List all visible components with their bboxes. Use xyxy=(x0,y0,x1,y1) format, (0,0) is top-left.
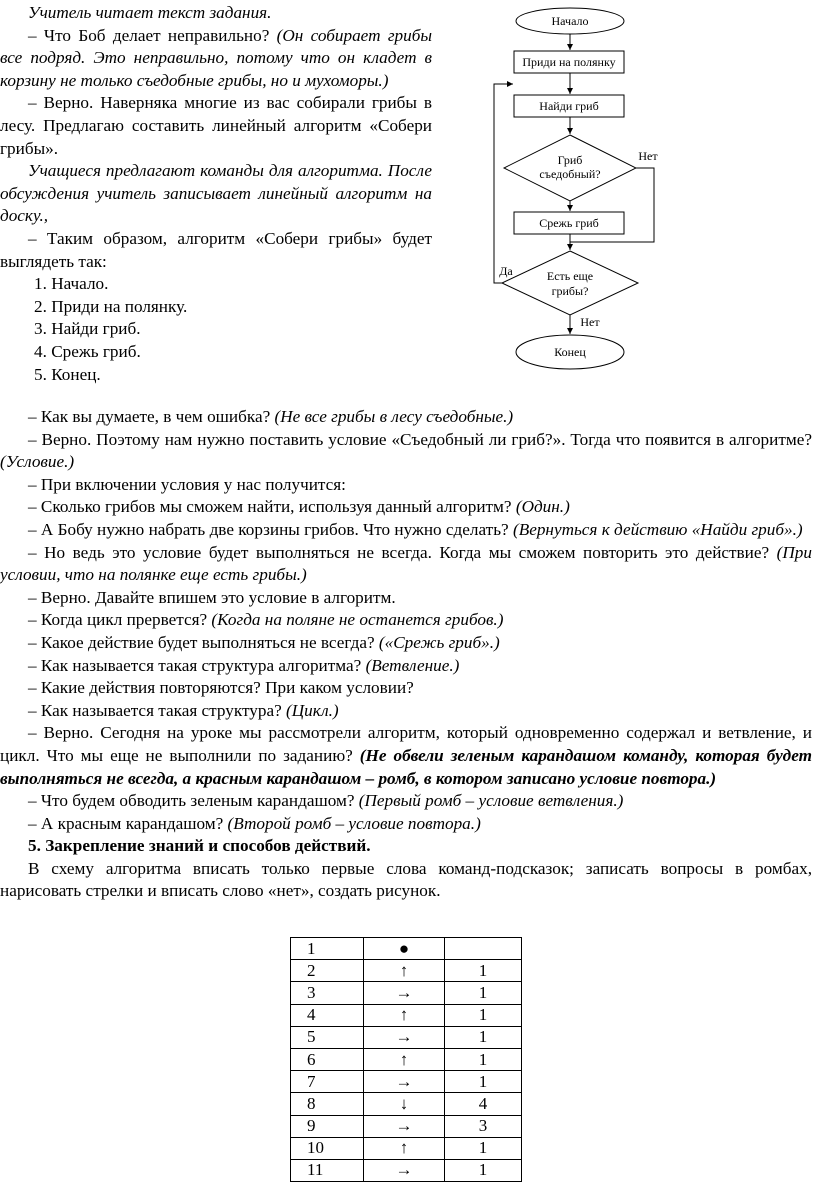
decision-more-label: Есть еще xyxy=(546,269,594,283)
end-label: Конец xyxy=(554,345,586,359)
arrive-label: Приди на полянку xyxy=(522,55,616,69)
dialog-answer: (Цикл.) xyxy=(286,700,339,720)
table-row xyxy=(291,1137,522,1159)
dialog-answer: (Один.) xyxy=(515,497,570,517)
dialog-question: – Как вы думаете, в чем ошибка? xyxy=(28,407,275,426)
dialog-question: – При включении условия у нас получится: xyxy=(28,474,346,494)
dialog-line xyxy=(0,587,812,610)
flowchart xyxy=(486,4,676,376)
dialog-answer: («Срежь гриб».) xyxy=(378,632,500,652)
dialog-line xyxy=(0,429,812,474)
row-number-cell: 1 xyxy=(291,938,364,960)
dialog-line xyxy=(0,406,812,429)
row-number-cell: 7 xyxy=(291,1071,364,1093)
direction-cell: → xyxy=(364,1115,445,1137)
dialog-answer: (Не все грибы в лесу съедобные.) xyxy=(274,407,514,426)
summary-answer: (Не обвели зеленым карандашом команду, которая будет выполняться не всегда, а красным карандашом – ромб, в котором записано условие повтора.) xyxy=(0,745,812,788)
dialog-question: – А Бобу нужно набрать две корзины грибов. Что нужно сделать? xyxy=(28,519,513,539)
dialog-answer: (Второй ромб – условие повтора.) xyxy=(227,813,481,833)
step-count-cell: 1 xyxy=(445,960,522,982)
step-item: 1. Начало. xyxy=(34,274,109,294)
step-item: 4. Срежь гриб. xyxy=(34,341,141,361)
direction-cell: ● xyxy=(364,938,445,960)
decision-more-label: грибы? xyxy=(551,284,589,298)
dialog-question: – Какие действия повторяются? При каком условии? xyxy=(28,678,414,698)
dialog-line xyxy=(0,609,812,632)
task-paragraph: В схему алгоритма вписать только первые слова команд-подсказок; записать вопросы в ромбах, нарисовать стрелки и вписать слово «нет», создать рисунок. xyxy=(0,858,812,901)
row-number-cell: 4 xyxy=(291,1004,364,1026)
row-number-cell: 6 xyxy=(291,1048,364,1070)
cut-label: Срежь гриб xyxy=(539,216,599,230)
dialog-question: – Верно. Давайте впишем это условие в алгоритм. xyxy=(28,587,396,607)
dialog-question: – Когда цикл прервется? xyxy=(28,610,212,630)
dialog-section xyxy=(0,406,812,903)
intro-column xyxy=(0,0,432,386)
students-note: Учащиеся предлагают команды для алгоритма. После обсуждения учитель записывает линейный алгоритм на доску., xyxy=(0,161,432,226)
step-item: 2. Приди на полянку. xyxy=(34,296,188,316)
dialog-question: – Но ведь это условие будет выполняться не всегда. Когда мы сможем повторить это действие? xyxy=(28,542,777,562)
dialog-question: – Верно. Поэтому нам нужно поставить условие «Съедобный ли гриб?». Тогда что появится в алгоритме? xyxy=(28,429,812,449)
question-paragraph xyxy=(0,25,432,93)
dialog-answer: (Первый ромб – условие ветвления.) xyxy=(358,791,624,811)
table-row xyxy=(291,1048,522,1070)
no-label: Нет xyxy=(638,149,658,163)
row-number-cell: 9 xyxy=(291,1115,364,1137)
dialog-line xyxy=(0,496,812,519)
teacher-note: Учитель читает текст задания. xyxy=(28,3,272,22)
question-text: – Что Боб делает неправильно? xyxy=(28,25,277,45)
step-item: 3. Найди гриб. xyxy=(34,319,141,339)
row-number-cell: 8 xyxy=(291,1093,364,1115)
row-number-cell: 10 xyxy=(291,1137,364,1159)
proposal-paragraph: – Верно. Наверняка многие из вас собирали грибы в лесу. Предлагаю составить линейный алгоритм «Собери грибы». xyxy=(0,93,432,158)
table-row xyxy=(291,1115,522,1137)
step-count-cell: 1 xyxy=(445,1159,522,1181)
dialog-answer: (Ветвление.) xyxy=(365,655,460,675)
row-number-cell: 3 xyxy=(291,982,364,1004)
step-count-cell: 1 xyxy=(445,1137,522,1159)
dialog-answer: (Вернуться к действию «Найди гриб».) xyxy=(512,519,803,539)
dialog-answer: (Когда на поляне не останется грибов.) xyxy=(211,610,504,630)
step-count-cell: 3 xyxy=(445,1115,522,1137)
table-row xyxy=(291,982,522,1004)
direction-cell: → xyxy=(364,1026,445,1048)
decision-edible-label: Гриб xyxy=(557,153,583,167)
dialog-line xyxy=(0,542,812,587)
start-label: Начало xyxy=(551,14,589,28)
answer-text: (Он собирает грибы все подряд. Это неправильно, потому что он кладет в корзину не только съедобные грибы, но и мухоморы.) xyxy=(0,25,432,90)
decision-edible-label: съедобный? xyxy=(539,167,601,181)
direction-cell: → xyxy=(364,982,445,1004)
row-number-cell: 2 xyxy=(291,960,364,982)
direction-cell: ↑ xyxy=(364,1004,445,1026)
dialog-line xyxy=(0,655,812,678)
table-row xyxy=(291,1159,522,1181)
row-number-cell: 11 xyxy=(291,1159,364,1181)
dialog-question: – Что будем обводить зеленым карандашом? xyxy=(28,791,359,811)
table-row xyxy=(291,1093,522,1115)
step-count-cell: 1 xyxy=(445,1048,522,1070)
direction-cell: ↓ xyxy=(364,1093,445,1115)
find-label: Найди гриб xyxy=(539,99,599,113)
no-label: Нет xyxy=(580,315,600,329)
direction-cell: ↑ xyxy=(364,1137,445,1159)
section-heading: 5. Закрепление знаний и способов действий. xyxy=(28,836,371,856)
summary-paragraph xyxy=(0,722,812,790)
loop-back-line xyxy=(494,84,513,283)
decision-more xyxy=(502,251,638,315)
dialog-question: – Какое действие будет выполняться не всегда? xyxy=(28,632,379,652)
direction-cell: ↑ xyxy=(364,960,445,982)
dialog-line xyxy=(0,677,812,700)
table-row xyxy=(291,960,522,982)
dialog-line xyxy=(0,474,812,497)
yes-label: Да xyxy=(499,264,513,278)
dialog-line xyxy=(0,519,812,542)
summary-question: – Верно. Сегодня на уроке мы рассмотрели алгоритм, который одновременно содержал и ветвление, и цикл. Что мы еще не выполнили по заданию? xyxy=(0,723,812,765)
dialog-answer: (При условии, что на полянке еще есть грибы.) xyxy=(0,542,812,585)
algorithm-steps xyxy=(0,273,432,386)
step-count-cell xyxy=(445,938,522,960)
table-row xyxy=(291,1004,522,1026)
step-count-cell: 1 xyxy=(445,1071,522,1093)
step-count-cell: 1 xyxy=(445,1004,522,1026)
algorithm-intro: – Таким образом, алгоритм «Собери грибы» будет выглядеть так: xyxy=(0,228,432,271)
dialog-line xyxy=(0,813,812,836)
dialog-line xyxy=(0,632,812,655)
step-count-cell: 4 xyxy=(445,1093,522,1115)
step-count-cell: 1 xyxy=(445,1026,522,1048)
table-row xyxy=(291,1071,522,1093)
direction-cell: ↑ xyxy=(364,1048,445,1070)
dialog-question: – Как называется такая структура алгоритма? xyxy=(28,655,366,675)
dialog-line xyxy=(0,700,812,723)
direction-cell: → xyxy=(364,1159,445,1181)
dialog-question: – Как называется такая структура? xyxy=(28,700,286,720)
dialog-question: – Сколько грибов мы сможем найти, используя данный алгоритм? xyxy=(28,497,516,517)
table-row xyxy=(291,1026,522,1048)
dialog-line xyxy=(0,790,812,813)
step-count-cell: 1 xyxy=(445,982,522,1004)
row-number-cell: 5 xyxy=(291,1026,364,1048)
direction-cell: → xyxy=(364,1071,445,1093)
drawing-commands-table xyxy=(290,937,522,1182)
dialog-question: – А красным карандашом? xyxy=(28,813,228,833)
table-row xyxy=(291,938,522,960)
dialog-answer: (Условие.) xyxy=(0,452,75,472)
step-item: 5. Конец. xyxy=(34,364,101,384)
